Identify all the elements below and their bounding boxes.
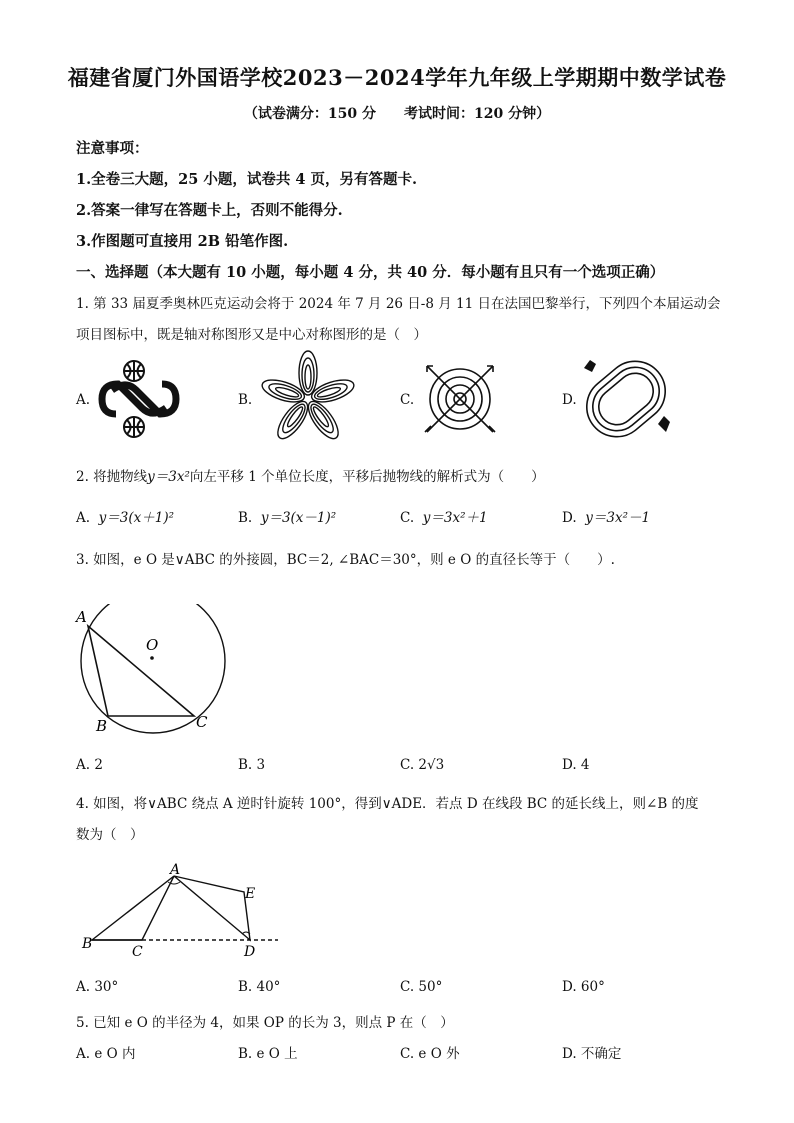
q4-triangle-abc — [92, 876, 174, 940]
q1-icon-flower — [254, 350, 362, 448]
q4-label-e: E — [245, 886, 256, 902]
q5-option-b: B. e O 上 — [238, 1046, 298, 1062]
q1-option-b-label: B. — [238, 392, 253, 408]
q3-center-point — [150, 656, 154, 660]
note-item-1: 1.全卷三大题，25 小题，试卷共 4 页，另有答题卡. — [76, 171, 418, 188]
q1-icon-archery-target — [415, 356, 505, 442]
note-item-3: 3.作图题可直接用 2B 铅笔作图. — [76, 233, 289, 250]
page-title: 福建省厦门外国语学校2023－2024学年九年级上学期期中数学试卷 — [67, 65, 727, 90]
q1-stem-line2: 项目图标中，既是轴对称图形又是中心对称图形的是（ ） — [76, 327, 427, 343]
q4-label-c: C — [132, 944, 143, 960]
q2-option-d: D. y＝3x²－1 — [562, 510, 651, 526]
q5-stem: 5. 已知 e O 的半径为 4，如果 OP 的长为 3，则点 P 在（ ） — [76, 1015, 454, 1031]
q1-icon-track — [578, 354, 674, 444]
exam-info: （试卷满分：150 分 考试时间：120 分钟） — [243, 106, 551, 122]
q1-option-d-label: D. — [562, 392, 577, 408]
note-item-2: 2.答案一律写在答题卡上，否则不能得分. — [76, 202, 343, 219]
q1-option-c-label: C. — [400, 392, 415, 408]
q3-label-a: A — [76, 608, 87, 626]
q3-triangle — [88, 626, 194, 716]
q3-figure — [70, 604, 230, 736]
q1-icon-basketball — [92, 356, 186, 442]
q2-stem: 2. 将抛物线y＝3x²向左平移 1 个单位长度，平移后抛物线的解析式为（ ） — [76, 469, 545, 485]
notes-heading: 注意事项： — [76, 140, 149, 157]
q4-label-d: D — [244, 944, 256, 960]
q3-option-a: A. 2 — [76, 757, 103, 773]
q1-option-a-label: A. — [76, 392, 91, 408]
q3-option-b: B. 3 — [238, 757, 266, 773]
q5-option-a: A. e O 内 — [76, 1046, 136, 1062]
q3-option-d: D. 4 — [562, 757, 590, 773]
q4-label-a: A — [170, 862, 181, 878]
q4-label-b: B — [82, 936, 93, 952]
q4-option-c: C. 50° — [400, 979, 443, 995]
q4-triangle-ade — [174, 876, 250, 940]
q4-option-a: A. 30° — [76, 979, 119, 995]
q5-option-d: D. 不确定 — [562, 1046, 622, 1062]
q3-label-b: B — [96, 717, 108, 735]
q4-option-d: D. 60° — [562, 979, 605, 995]
section-heading: 一、选择题（本大题有 10 小题，每小题 4 分，共 40 分．每小题有且只有一个选项正确） — [76, 264, 665, 281]
q3-stem: 3. 如图，e O 是∨ABC 的外接圆，BC＝2, ∠BAC＝30°，则 e O 的直径长等于（ ）. — [76, 552, 615, 568]
q2-option-b: B. y＝3(x－1)² — [238, 510, 337, 526]
q4-stem-line2: 数为（ ） — [76, 827, 144, 843]
q3-option-c: C. 2√3 — [400, 757, 445, 773]
q3-label-c: C — [196, 713, 208, 731]
q5-option-c: C. e O 外 — [400, 1046, 460, 1062]
q4-stem-line1: 4. 如图，将∨ABC 绕点 A 逆时针旋转 100°，得到∨ADE．若点 D 在线段 BC 的延长线上，则∠B 的度 — [76, 796, 699, 812]
q4-figure — [78, 858, 288, 962]
q1-stem-line1: 1. 第 33 届夏季奥林匹克运动会将于 2024 年 7 月 26 日-8 月 11 日在法国巴黎举行，下列四个本届运动会 — [76, 296, 721, 312]
q2-option-c: C. y＝3x²＋1 — [400, 510, 488, 526]
q4-option-b: B. 40° — [238, 979, 281, 995]
q3-label-o: O — [146, 636, 159, 654]
q2-option-a: A. y＝3(x＋1)² — [76, 510, 175, 526]
